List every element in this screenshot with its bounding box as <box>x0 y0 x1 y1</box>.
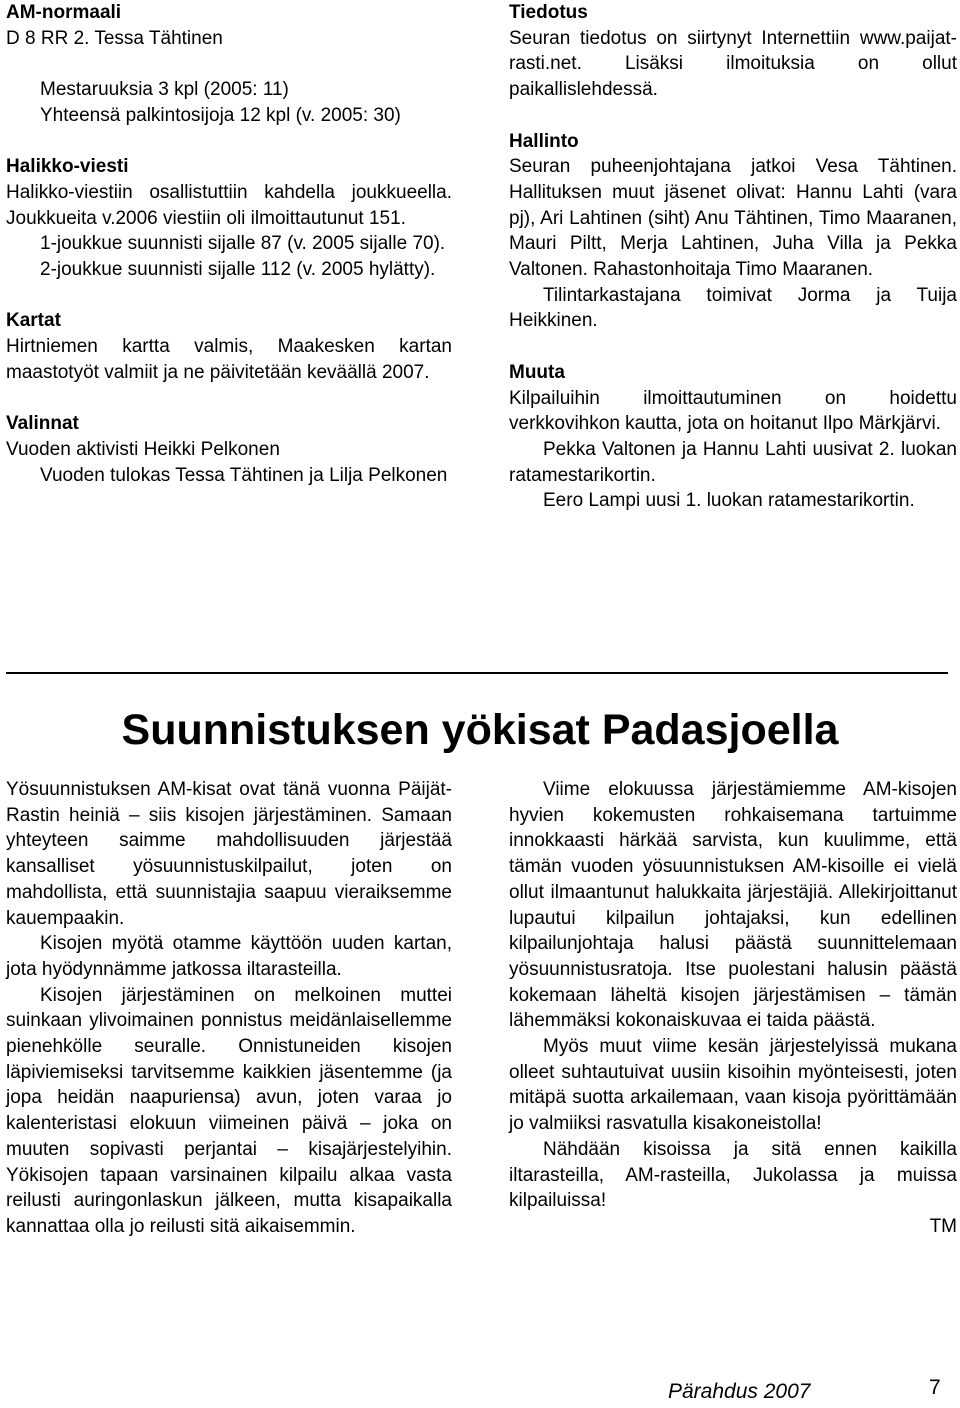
titles-line: Mestaruuksia 3 kpl (2005: 11) <box>40 79 289 101</box>
new-class2-text: Pekka Valtonen ja Hannu Lahti uusivat 2. luokan ratamestarikortin. <box>509 438 957 486</box>
left-column-top <box>6 0 452 488</box>
article-paragraph: Myös muut viime kesän järjestelyissä mukana olleet suhtautuivat uusiin kisoihin myönteisesti, joten mitäpä suotta arkailemaan, vaan kisoja pyörittämään jo valmiiksi rasvatulla kisakoneistolla! <box>509 1036 957 1135</box>
page-number: 7 <box>929 1376 941 1399</box>
page-footer <box>0 1376 960 1408</box>
section-heading-notice: Tiedotus <box>509 2 588 23</box>
section-divider <box>6 672 948 674</box>
auditors-text: Tilintarkastajana toimivat Jorma ja Tuija Heikkinen. <box>509 284 957 332</box>
team2-result: 2-joukkue suunnisti sijalle 112 (v. 2005 hylätty). <box>40 259 436 280</box>
section-heading-relay: Halikko-viesti <box>6 156 129 178</box>
section-heading-choices: Valinnat <box>6 413 79 435</box>
notice-text: Seuran tiedotus on siirtynyt Internettiin www.paijat-rasti.net. Lisäksi ilmoituksia on ollut paikallislehdessä. <box>509 27 957 101</box>
activist-line: Vuoden aktivisti Heikki Pelkonen <box>6 438 280 460</box>
article-paragraph: Viime elokuussa järjestämiemme AM-kisojen hyvien kokemusten rohkaisemana tartuimme innokkaasti härkää sarvista, kun kuulimme, että tämän vuoden yösuunnistuksen AM-kisoille ei vielä ollut ilmaantunut halukkaita järjestäjiä. Allekirjoittanut lupautui kilpailun johtajaksi, kun edellinen kilpailunjohtaja halusi päästä suunnittelemaan yösuunnistusratoja. Itse puolestani halusin päästä kokemaan läheltä kisojen järjestämisen – tämän lähemmäksi kokonaiskuvaa ei taida päästä. <box>509 779 957 1032</box>
misc-text: Kilpailuihin ilmoittautuminen on hoidettu verkkovihkon kautta, jota on hoitanut Ilpo Märkjärvi. <box>509 387 957 435</box>
article-title: Suunnistuksen yökisat Padasjoella <box>121 706 839 754</box>
relay-text: Halikko-viestiin osallistuttiin kahdella joukkueella. Joukkueita v.2006 viestiin oli ilmoittautunut 151. <box>6 181 452 229</box>
article-paragraph: Kisojen järjestäminen on melkoinen muttei suinkaan ylivoimainen ponnistus meidänlaisellemme pienehkölle seuralle. Onnistuneiden kisojen läpiviemiseksi tarvitsemme kaikkien jäsentemme (ja jopa heidän naapuriensa) avun, joten varaa jo kalenteristasi elokuun viimeinen päivä – joka on muuten sopivasti perjantai – kisajärjestelyihin. Yökisojen tapaan varsinainen kilpailu alkaa vasta reilusti auringonlaskun jälkeen, mutta kisapaikalla kannattaa olla jo reilusti sitä aikaisemmin. <box>6 984 452 1237</box>
result-line: D 8 RR 2. Tessa Tähtinen <box>6 27 223 49</box>
newcomer-line: Vuoden tulokas Tessa Tähtinen ja Lilja Pelkonen <box>40 464 448 486</box>
publication-name: Pärahdus 2007 <box>668 1380 811 1403</box>
section-heading-misc: Muuta <box>509 361 565 383</box>
admin-text: Seuran puheenjohtajana jatkoi Vesa Tähtinen. Hallituksen muut jäsenet olivat: Hannu Lahti (vara pj), Ari Lahtinen (siht) Anu Tähtinen, Timo Maaranen, Mauri Piltt, Merja Lahtinen, Juha Villa ja Pekka Valtonen. Rahastonhoitaja Timo Maaranen. <box>509 156 957 281</box>
article-paragraph: Nähdään kisoissa ja sitä ennen kaikilla iltarasteilla, AM-rasteilla, Jukolassa ja muissa kilpailuissa! <box>509 1138 957 1212</box>
new-class1-text: Eero Lampi uusi 1. luokan ratamestarikortin. <box>543 490 915 512</box>
author-signature: TM <box>929 1215 957 1237</box>
article-left-column <box>6 777 452 1240</box>
team1-result: 1-joukkue suunnisti sijalle 87 (v. 2005 sijalle 70). <box>40 233 446 255</box>
section-heading-maps: Kartat <box>6 310 61 332</box>
section-heading-admin: Hallinto <box>509 130 579 152</box>
article-right-column <box>509 777 957 1240</box>
right-column-top <box>509 0 957 514</box>
article-paragraph: Kisojen myötä otamme käyttöön uuden kartan, jota hyödynnämme jatkossa iltarasteilla. <box>6 933 452 980</box>
section-heading-am-normaali: AM-normaali <box>6 2 122 23</box>
article-paragraph: Yösuunnistuksen AM-kisat ovat tänä vuonna Päijät-Rastin heiniä – siis kisojen järjestäminen. Samaan yhteyteen saimme mahdollisuuden järjestää kansalliset yösuunnistuskilpailut, joten on mahdollista, että suunnistajia saapuu vieraiksemme kauempaakin. <box>6 779 452 929</box>
maps-text: Hirtniemen kartta valmis, Maakesken kartan maastotyöt valmiit ja ne päivitetään keväällä 2007. <box>6 336 452 383</box>
podium-line: Yhteensä palkintosijoja 12 kpl (v. 2005: 30) <box>40 104 401 126</box>
